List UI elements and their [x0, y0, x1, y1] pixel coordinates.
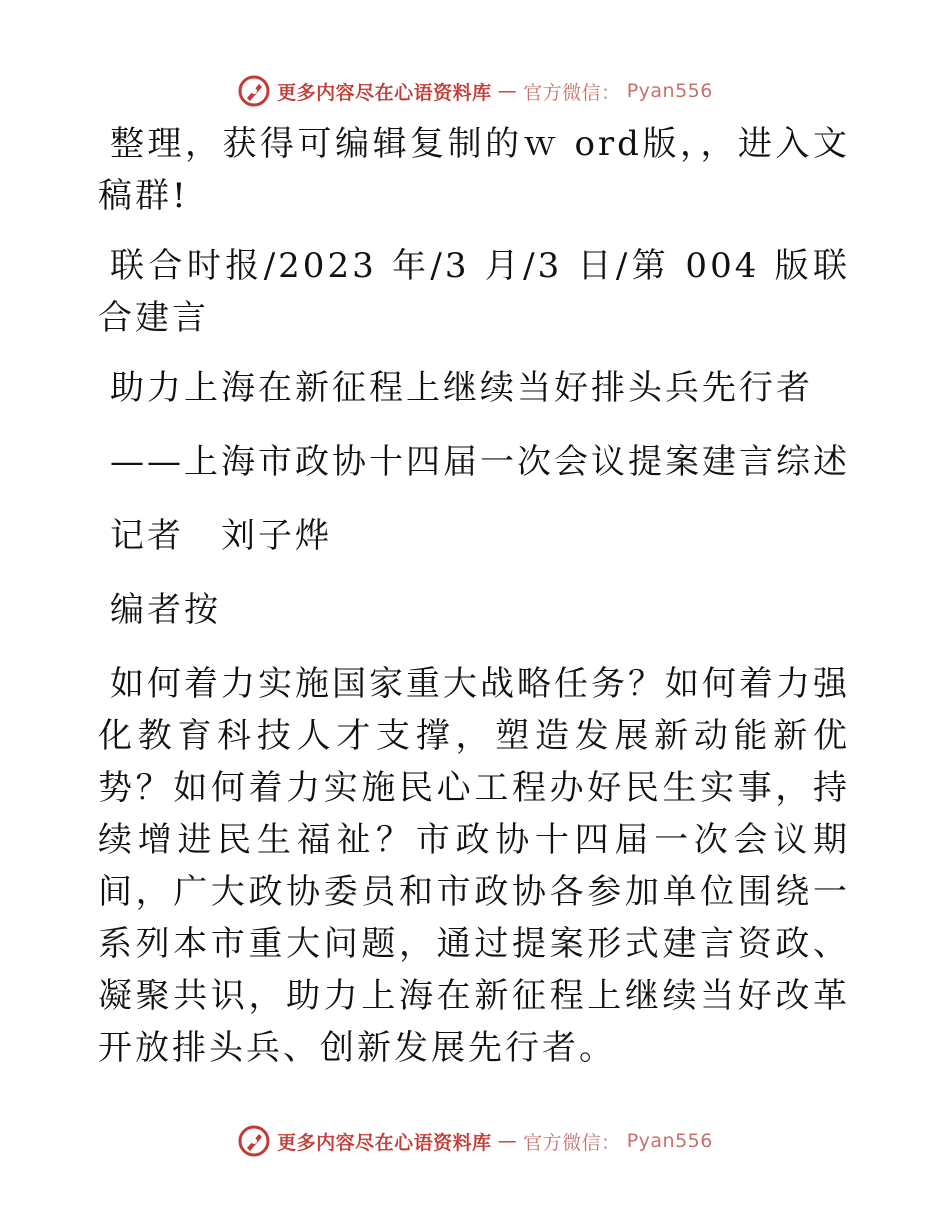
watermark-dash: —: [497, 80, 518, 102]
pen-seal-logo-icon: [237, 74, 271, 108]
pen-seal-logo-icon: [237, 1124, 271, 1158]
section-label: 编者按: [110, 590, 221, 630]
watermark-site-name: 更多内容尽在心语资料库: [277, 1131, 492, 1154]
header-watermark: [0, 74, 950, 108]
body-paragraph: 如何着力实施国家重大战略任务？如何着力强化教育科技人才支撑，塑造发展新动能新优势？如何着力实施民心工程办好民生实事，持续增进民生福祉？市政协十四届一次会议期间，广大政协委员和市政协各参加单位围绕一系列本市重大问题，通过提案形式建言资政、凝聚共识，助力上海在新征程上继续当好改革开放排头兵、创新发展先行者。: [98, 664, 850, 1068]
watermark-dash: —: [497, 1130, 518, 1152]
source-line: 联合时报/2023 年/3 月/3 日/第 004 版联合建言: [98, 246, 850, 338]
article-title: 助力上海在新征程上继续当好排头兵先行者: [110, 368, 813, 408]
document-body: [98, 118, 850, 1092]
intro-line: 整理，获得可编辑复制的ｗ ord版，，进入文稿群!: [98, 124, 850, 216]
footer-watermark: [0, 1124, 950, 1158]
watermark-wechat-label: 官方微信：: [523, 81, 621, 104]
watermark-wechat-id: Pyan556: [626, 80, 713, 102]
byline: 记者 刘子烨: [110, 516, 332, 556]
watermark-site-name: 更多内容尽在心语资料库: [277, 81, 492, 104]
watermark-wechat-id: Pyan556: [626, 1130, 713, 1152]
article-subtitle: ——上海市政协十四届一次会议提案建言综述: [110, 442, 850, 482]
watermark-wechat-label: 官方微信：: [523, 1131, 621, 1154]
